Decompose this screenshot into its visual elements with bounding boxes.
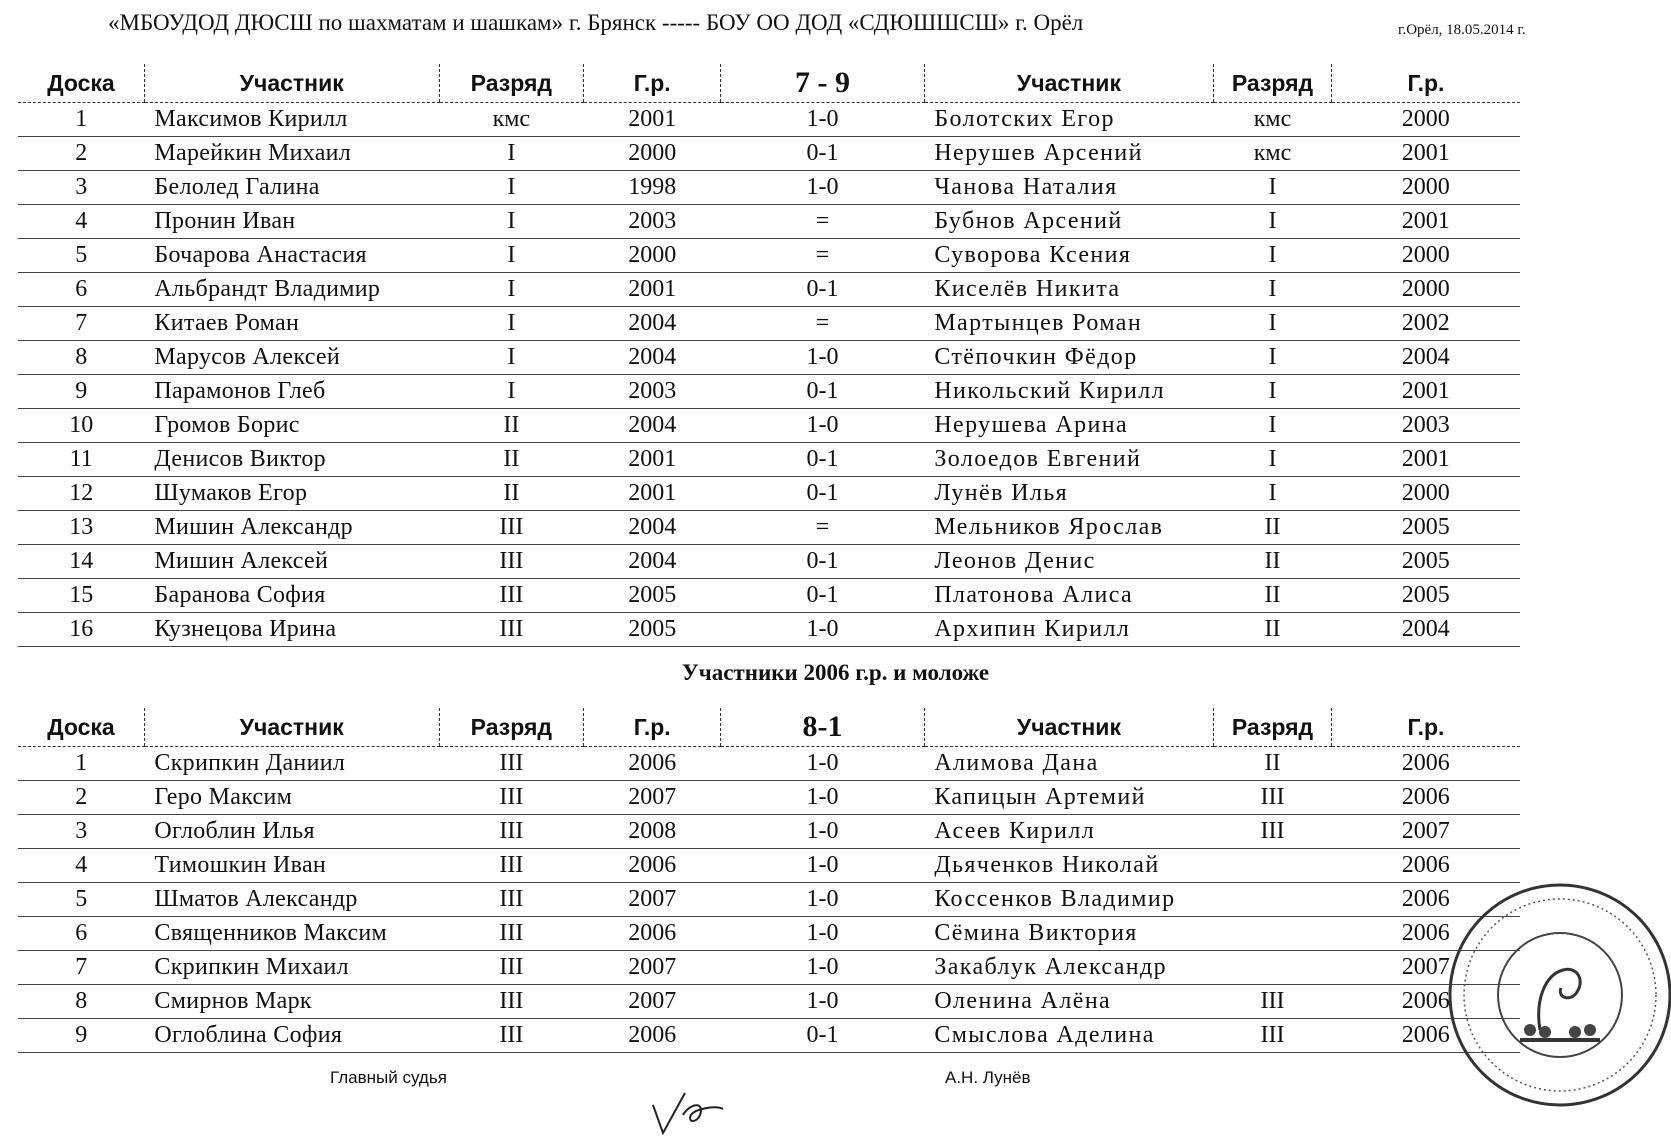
- left-participant-cell: Пронин Иван: [144, 205, 439, 239]
- table-header-row: [18, 64, 1520, 103]
- match-table-main: [18, 64, 1520, 647]
- right-rank-cell: [1214, 849, 1332, 883]
- table-row: [18, 985, 1520, 1019]
- left-participant-cell: Китаев Роман: [144, 307, 439, 341]
- right-birth-year-cell: 2006: [1331, 985, 1520, 1019]
- result-cell: 0-1: [721, 273, 925, 307]
- column-header-participant: Участник: [144, 64, 439, 103]
- right-birth-year-cell: 2005: [1331, 579, 1520, 613]
- right-rank-cell: II: [1214, 613, 1332, 647]
- right-participant-cell: Нерушева Арина: [924, 409, 1213, 443]
- right-birth-year-cell: 2006: [1331, 849, 1520, 883]
- right-participant-cell: Смыслова Аделина: [924, 1019, 1213, 1053]
- left-birth-year-cell: 2004: [584, 341, 721, 375]
- right-birth-year-cell: 2001: [1331, 443, 1520, 477]
- result-cell: 1-0: [721, 781, 925, 815]
- judge-name: А.Н. Лунёв: [945, 1068, 1031, 1087]
- right-birth-year-cell: 2004: [1331, 341, 1520, 375]
- table-row: [18, 613, 1520, 647]
- right-rank-cell: [1214, 917, 1332, 951]
- board-cell: 2: [18, 781, 144, 815]
- left-rank-cell: I: [439, 205, 584, 239]
- left-birth-year-cell: 2005: [584, 613, 721, 647]
- left-rank-cell: I: [439, 239, 584, 273]
- left-rank-cell: III: [439, 747, 584, 781]
- right-birth-year-cell: 2006: [1331, 883, 1520, 917]
- right-participant-cell: Закаблук Александр: [924, 951, 1213, 985]
- left-birth-year-cell: 2006: [584, 849, 721, 883]
- section-subtitle: Участники 2006 г.р. и моложе: [681, 660, 990, 685]
- left-birth-year-cell: 1998: [584, 171, 721, 205]
- left-birth-year-cell: 2008: [584, 815, 721, 849]
- right-participant-cell: Киселёв Никита: [924, 273, 1213, 307]
- right-participant-cell: Болотских Егор: [924, 103, 1213, 137]
- board-cell: 9: [18, 375, 144, 409]
- right-rank-cell: I: [1214, 341, 1332, 375]
- right-rank-cell: I: [1214, 307, 1332, 341]
- left-participant-cell: Мишин Александр: [144, 511, 439, 545]
- table-row: [18, 747, 1520, 781]
- column-header-participant: Участник: [924, 708, 1213, 747]
- right-birth-year-cell: 2001: [1331, 137, 1520, 171]
- board-cell: 8: [18, 341, 144, 375]
- table-row: [18, 579, 1520, 613]
- right-participant-cell: Стёпочкин Фёдор: [924, 341, 1213, 375]
- right-rank-cell: III: [1214, 781, 1332, 815]
- left-birth-year-cell: 2006: [584, 917, 721, 951]
- result-cell: 0-1: [721, 545, 925, 579]
- right-rank-cell: I: [1214, 273, 1332, 307]
- left-birth-year-cell: 2001: [584, 477, 721, 511]
- board-cell: 8: [18, 985, 144, 1019]
- result-cell: 1-0: [721, 409, 925, 443]
- left-birth-year-cell: 2000: [584, 137, 721, 171]
- column-header-birth-year: Г.р.: [1331, 64, 1520, 103]
- column-header-birth-year: Г.р.: [1331, 708, 1520, 747]
- board-cell: 13: [18, 511, 144, 545]
- left-participant-cell: Шматов Александр: [144, 883, 439, 917]
- board-cell: 11: [18, 443, 144, 477]
- place-date: г.Орёл, 18.05.2014 г.: [1398, 22, 1526, 38]
- left-rank-cell: III: [439, 883, 584, 917]
- table-row: [18, 883, 1520, 917]
- left-rank-cell: I: [439, 375, 584, 409]
- table-row: [18, 409, 1520, 443]
- board-cell: 3: [18, 815, 144, 849]
- table-row: [18, 1019, 1520, 1053]
- left-rank-cell: I: [439, 307, 584, 341]
- right-birth-year-cell: 2000: [1331, 103, 1520, 137]
- right-birth-year-cell: 2003: [1331, 409, 1520, 443]
- left-rank-cell: I: [439, 137, 584, 171]
- left-birth-year-cell: 2003: [584, 375, 721, 409]
- right-participant-cell: Мартынцев Роман: [924, 307, 1213, 341]
- left-participant-cell: Марейкин Михаил: [144, 137, 439, 171]
- right-rank-cell: [1214, 951, 1332, 985]
- board-cell: 5: [18, 239, 144, 273]
- right-birth-year-cell: 2000: [1331, 477, 1520, 511]
- column-header-participant: Участник: [924, 64, 1213, 103]
- result-cell: 1-0: [721, 747, 925, 781]
- left-participant-cell: Тимошкин Иван: [144, 849, 439, 883]
- right-birth-year-cell: 2006: [1331, 917, 1520, 951]
- result-cell: =: [721, 239, 925, 273]
- left-rank-cell: I: [439, 171, 584, 205]
- left-participant-cell: Громов Борис: [144, 409, 439, 443]
- right-birth-year-cell: 2005: [1331, 511, 1520, 545]
- column-header-rank: Разряд: [439, 64, 584, 103]
- right-participant-cell: Дьяченков Николай: [924, 849, 1213, 883]
- table-row: [18, 545, 1520, 579]
- left-birth-year-cell: 2001: [584, 103, 721, 137]
- board-cell: 1: [18, 103, 144, 137]
- column-header-rank: Разряд: [1214, 708, 1332, 747]
- result-cell: =: [721, 511, 925, 545]
- left-birth-year-cell: 2007: [584, 781, 721, 815]
- right-rank-cell: II: [1214, 747, 1332, 781]
- left-rank-cell: III: [439, 545, 584, 579]
- left-participant-cell: Парамонов Глеб: [144, 375, 439, 409]
- right-participant-cell: Оленина Алёна: [924, 985, 1213, 1019]
- left-rank-cell: II: [439, 409, 584, 443]
- left-rank-cell: II: [439, 477, 584, 511]
- left-birth-year-cell: 2006: [584, 747, 721, 781]
- board-cell: 16: [18, 613, 144, 647]
- board-cell: 5: [18, 883, 144, 917]
- result-cell: 0-1: [721, 375, 925, 409]
- left-participant-cell: Скрипкин Даниил: [144, 747, 439, 781]
- official-stamp-image: [1445, 880, 1671, 1110]
- board-cell: 4: [18, 205, 144, 239]
- result-cell: 1-0: [721, 951, 925, 985]
- board-cell: 15: [18, 579, 144, 613]
- result-cell: 1-0: [721, 171, 925, 205]
- right-participant-cell: Асеев Кирилл: [924, 815, 1213, 849]
- table-row: [18, 239, 1520, 273]
- board-cell: 6: [18, 273, 144, 307]
- right-rank-cell: [1214, 883, 1332, 917]
- right-rank-cell: кмс: [1214, 137, 1332, 171]
- left-participant-cell: Альбрандт Владимир: [144, 273, 439, 307]
- result-cell: 1-0: [721, 849, 925, 883]
- left-rank-cell: III: [439, 781, 584, 815]
- board-cell: 3: [18, 171, 144, 205]
- result-cell: 1-0: [721, 341, 925, 375]
- right-birth-year-cell: 2004: [1331, 613, 1520, 647]
- right-participant-cell: Леонов Денис: [924, 545, 1213, 579]
- left-rank-cell: I: [439, 341, 584, 375]
- match-table-juniors: [18, 708, 1520, 1053]
- left-rank-cell: III: [439, 951, 584, 985]
- column-header-birth-year: Г.р.: [584, 708, 721, 747]
- right-birth-year-cell: 2000: [1331, 239, 1520, 273]
- right-rank-cell: I: [1214, 171, 1332, 205]
- board-cell: 9: [18, 1019, 144, 1053]
- document-title: «МБОУДОД ДЮСШ по шахматам и шашкам» г. Брянск ----- БОУ ОО ДОД «СДЮШШСШ» г. Орёл: [108, 10, 1084, 35]
- result-cell: 0-1: [721, 137, 925, 171]
- left-rank-cell: кмс: [439, 103, 584, 137]
- right-participant-cell: Алимова Дана: [924, 747, 1213, 781]
- left-rank-cell: III: [439, 613, 584, 647]
- table-row: [18, 849, 1520, 883]
- result-cell: 1-0: [721, 103, 925, 137]
- right-participant-cell: Бубнов Арсений: [924, 205, 1213, 239]
- right-participant-cell: Платонова Алиса: [924, 579, 1213, 613]
- table-row: [18, 443, 1520, 477]
- result-cell: =: [721, 307, 925, 341]
- right-participant-cell: Сёмина Виктория: [924, 917, 1213, 951]
- result-cell: 0-1: [721, 579, 925, 613]
- left-birth-year-cell: 2006: [584, 1019, 721, 1053]
- table-row: [18, 273, 1520, 307]
- board-cell: 14: [18, 545, 144, 579]
- board-cell: 1: [18, 747, 144, 781]
- table-row: [18, 951, 1520, 985]
- result-cell: 0-1: [721, 1019, 925, 1053]
- right-rank-cell: I: [1214, 477, 1332, 511]
- board-cell: 7: [18, 307, 144, 341]
- signature-image: [645, 1085, 755, 1140]
- left-rank-cell: III: [439, 849, 584, 883]
- right-birth-year-cell: 2001: [1331, 375, 1520, 409]
- right-rank-cell: кмс: [1214, 103, 1332, 137]
- left-birth-year-cell: 2004: [584, 545, 721, 579]
- left-birth-year-cell: 2001: [584, 443, 721, 477]
- table-row: [18, 137, 1520, 171]
- right-rank-cell: III: [1214, 1019, 1332, 1053]
- left-participant-cell: Смирнов Марк: [144, 985, 439, 1019]
- right-participant-cell: Золоедов Евгений: [924, 443, 1213, 477]
- left-birth-year-cell: 2004: [584, 511, 721, 545]
- left-participant-cell: Белолед Галина: [144, 171, 439, 205]
- right-participant-cell: Нерушев Арсений: [924, 137, 1213, 171]
- table-row: [18, 307, 1520, 341]
- result-cell: 0-1: [721, 477, 925, 511]
- right-birth-year-cell: 2006: [1331, 747, 1520, 781]
- left-participant-cell: Священников Максим: [144, 917, 439, 951]
- right-participant-cell: Архипин Кирилл: [924, 613, 1213, 647]
- right-birth-year-cell: 2002: [1331, 307, 1520, 341]
- column-header-board: Доска: [18, 708, 144, 747]
- left-participant-cell: Шумаков Егор: [144, 477, 439, 511]
- right-birth-year-cell: 2000: [1331, 273, 1520, 307]
- left-birth-year-cell: 2004: [584, 307, 721, 341]
- right-birth-year-cell: 2001: [1331, 205, 1520, 239]
- table-row: [18, 205, 1520, 239]
- left-birth-year-cell: 2005: [584, 579, 721, 613]
- match-score: 8-1: [721, 708, 925, 747]
- left-participant-cell: Максимов Кирилл: [144, 103, 439, 137]
- right-birth-year-cell: 2006: [1331, 781, 1520, 815]
- table-row: [18, 103, 1520, 137]
- table-row: [18, 375, 1520, 409]
- result-cell: =: [721, 205, 925, 239]
- right-participant-cell: Никольский Кирилл: [924, 375, 1213, 409]
- right-birth-year-cell: 2007: [1331, 815, 1520, 849]
- board-cell: 10: [18, 409, 144, 443]
- left-rank-cell: III: [439, 815, 584, 849]
- left-birth-year-cell: 2004: [584, 409, 721, 443]
- judge-label: Главный судья: [330, 1068, 447, 1087]
- left-rank-cell: III: [439, 985, 584, 1019]
- left-birth-year-cell: 2003: [584, 205, 721, 239]
- left-rank-cell: III: [439, 579, 584, 613]
- board-cell: 6: [18, 917, 144, 951]
- left-birth-year-cell: 2000: [584, 239, 721, 273]
- right-rank-cell: II: [1214, 545, 1332, 579]
- column-header-rank: Разряд: [439, 708, 584, 747]
- left-birth-year-cell: 2001: [584, 273, 721, 307]
- column-header-birth-year: Г.р.: [584, 64, 721, 103]
- column-header-participant: Участник: [144, 708, 439, 747]
- left-participant-cell: Бочарова Анастасия: [144, 239, 439, 273]
- table-row: [18, 477, 1520, 511]
- right-birth-year-cell: 2000: [1331, 171, 1520, 205]
- right-participant-cell: Мельников Ярослав: [924, 511, 1213, 545]
- left-rank-cell: III: [439, 511, 584, 545]
- left-birth-year-cell: 2007: [584, 985, 721, 1019]
- left-participant-cell: Мишин Алексей: [144, 545, 439, 579]
- result-cell: 1-0: [721, 815, 925, 849]
- left-participant-cell: Кузнецова Ирина: [144, 613, 439, 647]
- right-rank-cell: I: [1214, 239, 1332, 273]
- match-score: 7 - 9: [721, 64, 925, 103]
- left-participant-cell: Денисов Виктор: [144, 443, 439, 477]
- right-birth-year-cell: 2007: [1331, 951, 1520, 985]
- board-cell: 7: [18, 951, 144, 985]
- left-rank-cell: III: [439, 917, 584, 951]
- right-rank-cell: III: [1214, 985, 1332, 1019]
- left-rank-cell: III: [439, 1019, 584, 1053]
- right-participant-cell: Чанова Наталия: [924, 171, 1213, 205]
- result-cell: 1-0: [721, 917, 925, 951]
- board-cell: 12: [18, 477, 144, 511]
- result-cell: 1-0: [721, 985, 925, 1019]
- column-header-rank: Разряд: [1214, 64, 1332, 103]
- table-row: [18, 341, 1520, 375]
- table-row: [18, 511, 1520, 545]
- right-rank-cell: I: [1214, 375, 1332, 409]
- table-row: [18, 815, 1520, 849]
- result-cell: 1-0: [721, 883, 925, 917]
- right-rank-cell: I: [1214, 205, 1332, 239]
- board-cell: 2: [18, 137, 144, 171]
- column-header-board: Доска: [18, 64, 144, 103]
- left-participant-cell: Геро Максим: [144, 781, 439, 815]
- right-rank-cell: II: [1214, 511, 1332, 545]
- left-birth-year-cell: 2007: [584, 883, 721, 917]
- left-participant-cell: Марусов Алексей: [144, 341, 439, 375]
- right-birth-year-cell: 2006: [1331, 1019, 1520, 1053]
- right-rank-cell: III: [1214, 815, 1332, 849]
- table-row: [18, 917, 1520, 951]
- left-participant-cell: Оглоблина София: [144, 1019, 439, 1053]
- right-participant-cell: Коссенков Владимир: [924, 883, 1213, 917]
- result-cell: 0-1: [721, 443, 925, 477]
- right-birth-year-cell: 2005: [1331, 545, 1520, 579]
- left-participant-cell: Оглоблин Илья: [144, 815, 439, 849]
- table-header-row: [18, 708, 1520, 747]
- result-cell: 1-0: [721, 613, 925, 647]
- left-participant-cell: Скрипкин Михаил: [144, 951, 439, 985]
- left-rank-cell: II: [439, 443, 584, 477]
- right-participant-cell: Капицын Артемий: [924, 781, 1213, 815]
- left-participant-cell: Баранова София: [144, 579, 439, 613]
- right-rank-cell: II: [1214, 579, 1332, 613]
- table-row: [18, 171, 1520, 205]
- left-rank-cell: I: [439, 273, 584, 307]
- left-birth-year-cell: 2007: [584, 951, 721, 985]
- table-row: [18, 781, 1520, 815]
- right-rank-cell: I: [1214, 443, 1332, 477]
- right-rank-cell: I: [1214, 409, 1332, 443]
- board-cell: 4: [18, 849, 144, 883]
- right-participant-cell: Лунёв Илья: [924, 477, 1213, 511]
- right-participant-cell: Суворова Ксения: [924, 239, 1213, 273]
